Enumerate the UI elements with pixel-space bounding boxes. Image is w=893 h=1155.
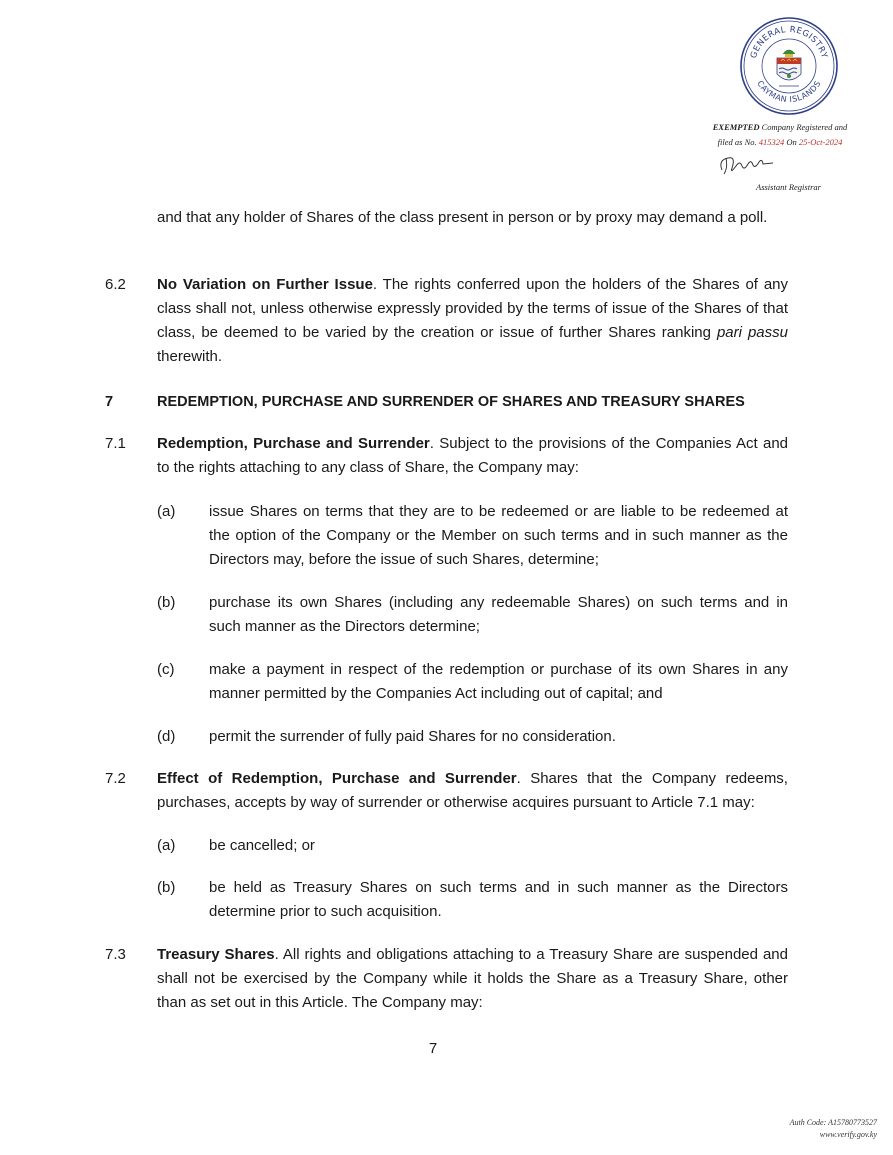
registration-stamp: [700, 122, 860, 152]
section-6-2-italic: pari passu: [716, 324, 788, 341]
stamp-filed-prefix: filed as No.: [717, 137, 757, 147]
seal-top-text: GENERAL REGISTRY: [748, 24, 830, 60]
section-7-heading: REDEMPTION, PURCHASE AND SURRENDER OF SHARES AND TREASURY SHARES: [157, 394, 745, 410]
list-item-label: (c): [157, 661, 175, 678]
coat-of-arms-icon: [777, 50, 801, 86]
list-item-label: (b): [157, 879, 176, 896]
list-item-label: (b): [157, 594, 176, 611]
section-7-2-paragraph: [157, 767, 788, 815]
signature-icon: [716, 150, 786, 180]
section-7-3-number: 7.3: [105, 946, 126, 963]
seal-bottom-text: CAYMAN ISLANDS: [755, 79, 823, 105]
section-7-1-number: 7.1: [105, 435, 126, 452]
section-6-2-number: 6.2: [105, 276, 126, 293]
stamp-registered-text: Company Registered and: [761, 122, 848, 132]
section-7-1-title: Redemption, Purchase and Surrender: [157, 435, 430, 452]
section-6-2-paragraph: [157, 273, 788, 369]
section-7-2-title: Effect of Redemption, Purchase and Surrender: [157, 770, 517, 787]
section-6-2-text: . The rights conferred upon the holders of the Shares of any class shall not, unless otherwise expressly provided by the terms of issue of the Shares of that class, be deemed to be varied by the creation or issue of further Shares ranking: [157, 276, 789, 341]
list-item-label: (a): [157, 503, 176, 520]
registry-seal: [739, 16, 839, 116]
section-7-3-paragraph: [157, 943, 788, 1015]
section-7-2-text: . Shares that the Company redeems, purchases, accepts by way of surrender or otherwise acquires pursuant to Article 7.1 may:: [157, 770, 788, 811]
section-7-2-number: 7.2: [105, 770, 126, 787]
section-7-3-title: Treasury Shares: [157, 946, 275, 963]
stamp-filed-date: 25-Oct-2024: [798, 137, 843, 147]
list-item-text: purchase its own Shares (including any redeemable Shares) on such terms and in such manner as the Directors determine;: [209, 594, 788, 635]
signatory-title: Assistant Registrar: [756, 182, 821, 192]
stamp-exempted: EXEMPTED: [712, 122, 760, 132]
section-7-1-text: . Subject to the provisions of the Companies Act and to the rights attaching to any class of Share, the Company may:: [157, 435, 788, 476]
section-7-1-paragraph: [157, 432, 788, 480]
stamp-on-text: On: [786, 137, 797, 147]
section-7-3-text: . All rights and obligations attaching to a Treasury Share are suspended and shall not be exercised by the Company while it holds the Share as a Treasury Share, other than as set out in this Article. The Company may:: [157, 946, 788, 1011]
list-item-text: permit the surrender of fully paid Shares for no consideration.: [209, 728, 616, 745]
stamp-filed-number: 415324: [758, 137, 785, 147]
verify-website: www.verify.gov.ky: [819, 1130, 877, 1139]
list-item-label: (a): [157, 837, 176, 854]
section-6-2-tail: therewith.: [157, 348, 223, 365]
svg-text:CAYMAN ISLANDS: [755, 79, 822, 104]
verification-footer: [790, 1117, 877, 1141]
list-item-text: make a payment in respect of the redemption or purchase of its own Shares in any manner permitted by the Companies Act including out of capital; and: [209, 661, 788, 702]
section-6-2-title: No Variation on Further Issue: [157, 276, 373, 293]
list-item-text: issue Shares on terms that they are to be redeemed or are liable to be redeemed at the option of the Company or the Member on such terms and in such manner as the Directors may, before the issue of such Shares, determine;: [209, 503, 788, 568]
intro-paragraph: and that any holder of Shares of the class present in person or by proxy may demand a poll.: [157, 209, 768, 226]
auth-code: Auth Code: A15780773527: [789, 1118, 877, 1127]
page-number: 7: [428, 1040, 438, 1057]
list-item-text: be cancelled; or: [209, 837, 315, 854]
list-item-text: be held as Treasury Shares on such terms and in such manner as the Directors determine prior to such acquisition.: [209, 879, 788, 920]
list-item-label: (d): [157, 728, 176, 745]
section-7-number: 7: [105, 394, 114, 410]
